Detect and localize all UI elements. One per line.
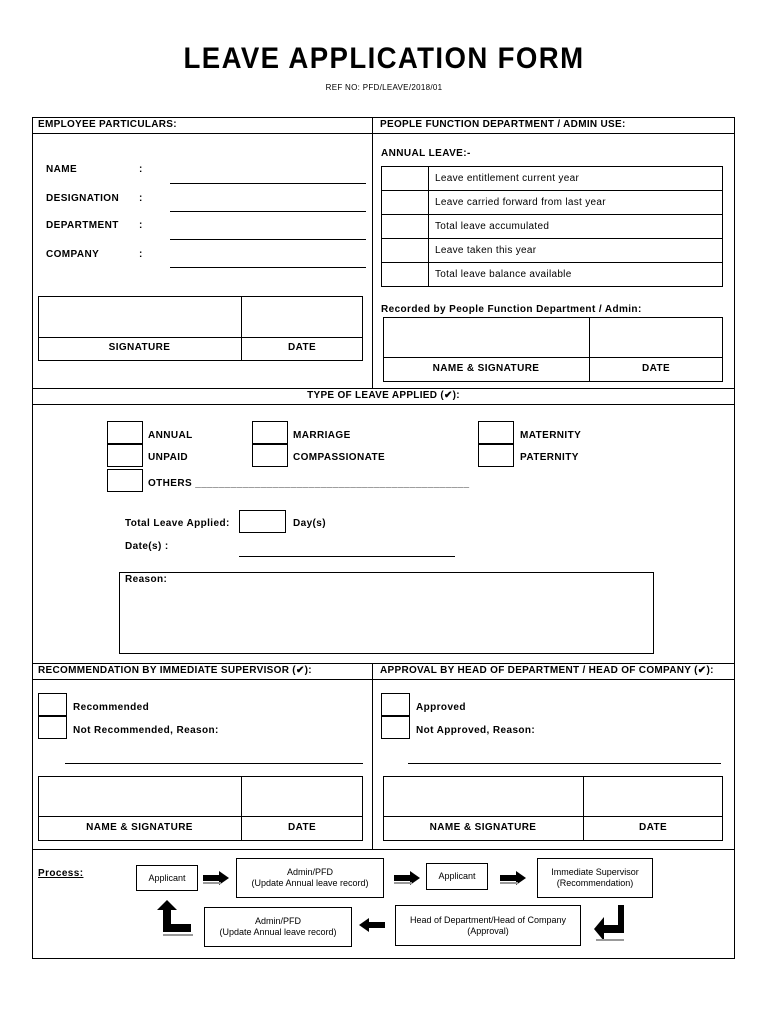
date-label: DATE <box>287 342 317 353</box>
process-step-text: (Update Annual leave record) <box>219 927 337 937</box>
marriage-label: MARRIAGE <box>293 430 351 441</box>
unpaid-label: UNPAID <box>148 452 188 463</box>
compassionate-checkbox[interactable] <box>252 444 288 467</box>
leave-row-label: Total leave accumulated <box>429 215 723 239</box>
leave-value-cell[interactable] <box>382 263 429 287</box>
name-field[interactable] <box>170 183 366 184</box>
leave-row-label: Leave carried forward from last year <box>429 191 723 215</box>
days-label: Day(s) <box>293 518 326 529</box>
divider <box>38 337 363 338</box>
divider <box>32 679 735 680</box>
name-signature-label: NAME & SIGNATURE <box>86 822 193 833</box>
arrow-right-icon <box>394 871 420 890</box>
divider <box>32 404 735 405</box>
department-label: DEPARTMENT <box>46 220 119 231</box>
paternity-label: PATERNITY <box>520 452 579 463</box>
not-recommended-label: Not Recommended, Reason: <box>73 725 219 736</box>
process-step-admin-pfd <box>236 858 384 898</box>
approved-checkbox[interactable] <box>381 693 410 716</box>
compassionate-label: COMPASSIONATE <box>293 452 386 463</box>
divider <box>383 357 723 358</box>
name-signature-label: NAME & SIGNATURE <box>432 363 540 374</box>
divider <box>32 388 735 389</box>
not-approved-label: Not Approved, Reason: <box>416 725 536 736</box>
maternity-checkbox[interactable] <box>478 421 514 444</box>
process-step-applicant <box>426 863 488 890</box>
table-row <box>382 239 723 263</box>
recommendation-reason-field[interactable] <box>65 763 363 764</box>
not-approved-checkbox[interactable] <box>381 716 410 739</box>
process-step-supervisor <box>537 858 653 898</box>
maternity-label: MATERNITY <box>520 430 582 441</box>
process-label: Process: <box>38 868 84 879</box>
pfd-header: PEOPLE FUNCTION DEPARTMENT / ADMIN USE: <box>380 119 626 130</box>
approved-label: Approved <box>416 702 466 713</box>
dates-label: Date(s) : <box>125 541 169 552</box>
leave-row-label: Leave entitlement current year <box>429 167 723 191</box>
arrow-right-icon <box>203 871 229 890</box>
table-row <box>382 167 723 191</box>
total-leave-label: Total Leave Applied: <box>125 518 230 529</box>
process-step-admin-pfd-final <box>204 907 352 947</box>
colon: : <box>139 193 143 204</box>
divider <box>372 663 373 849</box>
divider <box>32 133 735 134</box>
process-step-text: (Approval) <box>467 925 509 936</box>
arrow-up-left-icon <box>157 898 195 943</box>
leave-value-cell[interactable] <box>382 239 429 263</box>
annual-leave-table <box>381 166 723 287</box>
recommendation-header: RECOMMENDATION BY IMMEDIATE SUPERVISOR (✔): <box>38 665 312 676</box>
divider <box>383 816 723 817</box>
divider <box>38 816 363 817</box>
employee-header: EMPLOYEE PARTICULARS: <box>38 119 177 130</box>
leave-type-header: TYPE OF LEAVE APPLIED (✔): <box>307 390 460 401</box>
marriage-checkbox[interactable] <box>252 421 288 444</box>
name-signature-label: NAME & SIGNATURE <box>429 822 537 833</box>
table-row <box>382 215 723 239</box>
leave-value-cell[interactable] <box>382 167 429 191</box>
dates-field[interactable] <box>239 556 455 557</box>
company-label: COMPANY <box>46 249 100 260</box>
annual-leave-label: ANNUAL LEAVE:- <box>381 148 471 159</box>
process-step-text: (Update Annual leave record) <box>251 878 369 888</box>
leave-value-cell[interactable] <box>382 215 429 239</box>
process-step-text: Applicant <box>438 871 476 881</box>
colon: : <box>139 220 143 231</box>
not-recommended-checkbox[interactable] <box>38 716 67 739</box>
process-step-text: Admin/PFD <box>286 867 333 877</box>
department-field[interactable] <box>170 239 366 240</box>
leave-row-label: Leave taken this year <box>429 239 723 263</box>
process-step-text: Admin/PFD <box>254 916 301 926</box>
divider <box>372 117 373 388</box>
designation-label: DESIGNATION <box>46 193 120 204</box>
process-step-text: Applicant <box>148 872 186 883</box>
others-label: OTHERS ______________________________________________ <box>148 478 470 489</box>
signature-label: SIGNATURE <box>108 342 171 353</box>
reason-box[interactable] <box>119 572 654 654</box>
company-field[interactable] <box>170 267 366 268</box>
total-leave-input[interactable] <box>239 510 286 533</box>
annual-label: ANNUAL <box>148 430 193 441</box>
designation-field[interactable] <box>170 211 366 212</box>
process-step-applicant <box>136 865 198 891</box>
leave-value-cell[interactable] <box>382 191 429 215</box>
arrow-down-left-icon <box>592 903 628 948</box>
unpaid-checkbox[interactable] <box>107 444 143 467</box>
paternity-checkbox[interactable] <box>478 444 514 467</box>
table-row <box>382 263 723 287</box>
date-label: DATE <box>287 822 317 833</box>
process-step-text: Head of Department/Head of Company <box>409 914 567 925</box>
approval-reason-field[interactable] <box>408 763 721 764</box>
process-step-hod <box>395 905 581 946</box>
annual-checkbox[interactable] <box>107 421 143 444</box>
divider <box>32 663 735 664</box>
colon: : <box>139 249 143 260</box>
recommended-label: Recommended <box>73 702 150 713</box>
ref-number: REF NO: PFD/LEAVE/2018/01 <box>325 83 443 92</box>
table-row <box>382 191 723 215</box>
arrow-right-icon <box>500 871 526 890</box>
leave-row-label: Total leave balance available <box>429 263 723 287</box>
process-step-text: (Recommendation) <box>556 878 634 888</box>
divider <box>32 849 735 850</box>
form-title: LEAVE APPLICATION FORM <box>183 42 585 75</box>
date-label: DATE <box>641 363 671 374</box>
recommended-checkbox[interactable] <box>38 693 67 716</box>
date-label: DATE <box>638 822 668 833</box>
recorded-by-label: Recorded by People Function Department / Admin: <box>381 304 642 315</box>
reason-label: Reason: <box>125 574 168 585</box>
arrow-left-icon <box>359 918 385 937</box>
name-label: NAME <box>46 164 78 175</box>
colon: : <box>139 164 143 175</box>
approval-header: APPROVAL BY HEAD OF DEPARTMENT / HEAD OF COMPANY (✔): <box>380 665 714 676</box>
others-checkbox[interactable] <box>107 469 143 492</box>
process-step-text: Immediate Supervisor <box>551 867 639 877</box>
